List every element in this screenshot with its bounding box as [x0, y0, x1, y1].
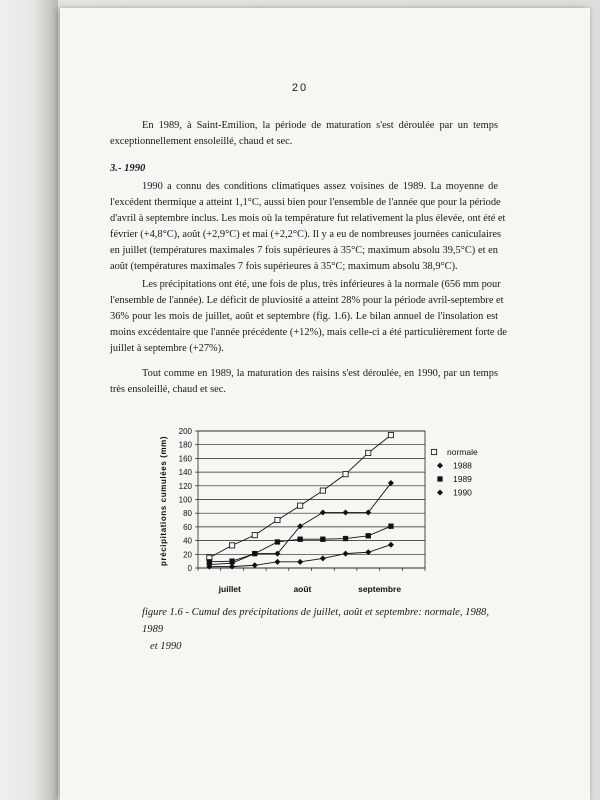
- paragraph-line: exceptionnellement ensoleillé, chaud et sec.: [110, 136, 293, 147]
- data-point-1989: [320, 537, 325, 542]
- data-point-normale: [388, 433, 393, 438]
- data-point-1988: [274, 559, 280, 565]
- caption-line: figure 1.6 - Cumul des précipitations de juillet, août et septembre: normale, 1988, 1989: [142, 607, 489, 635]
- legend-label: 1990: [453, 487, 472, 498]
- caption-line: et 1990: [150, 641, 182, 652]
- legend-marker: [438, 477, 443, 482]
- paragraph-2: [110, 179, 506, 275]
- y-tick-label: 160: [178, 454, 192, 464]
- x-period-label: août: [293, 584, 312, 594]
- paragraph-line: Tout comme en 1989, la maturation des raisins s'est déroulée, en 1990, par un temps: [142, 368, 498, 379]
- legend-marker: [437, 463, 443, 469]
- data-point-1989: [389, 524, 394, 529]
- data-point-1989: [298, 537, 303, 542]
- y-tick-label: 40: [183, 536, 192, 546]
- paragraph-3: [110, 277, 507, 357]
- data-point-1988: [388, 542, 394, 548]
- data-point-1989: [343, 536, 348, 541]
- data-point-1990: [320, 510, 326, 516]
- data-point-1988: [343, 551, 349, 557]
- data-point-1988: [297, 559, 303, 565]
- data-point-normale: [298, 503, 303, 508]
- data-point-1990: [343, 510, 349, 516]
- paragraph-4: [110, 366, 498, 398]
- paragraph-line: juillet à septembre (+27%).: [110, 343, 224, 354]
- paragraph-line: En 1989, à Saint-Emilion, la période de maturation s'est déroulée par un temps: [142, 120, 498, 131]
- x-period-label: septembre: [358, 584, 402, 594]
- y-tick-label: 140: [178, 468, 192, 478]
- paragraph-line: d'avril à septembre inclus. Les mois où la température fut relativement la plus élevée, ont été et: [110, 213, 506, 224]
- y-tick-label: 80: [183, 509, 192, 519]
- paragraph-1: [110, 118, 498, 150]
- y-tick-label: 180: [178, 440, 192, 450]
- section-heading: 3.- 1990: [110, 163, 146, 174]
- data-point-1988: [320, 555, 326, 561]
- data-point-1989: [275, 540, 280, 545]
- y-tick-label: 60: [183, 522, 192, 532]
- y-axis-label: précipitations cumulées (mm): [159, 435, 168, 566]
- data-point-normale: [252, 533, 257, 538]
- paragraph-line: Les précipitations ont été, une fois de plus, très inférieures à la normale (656 mm pour: [142, 279, 501, 290]
- legend-label: normale: [447, 447, 478, 457]
- paragraph-line: moins excédentaire que l'année précédente (+12%), mais celle-ci a été particulièrement forte de: [110, 327, 507, 338]
- y-tick-label: 20: [183, 550, 192, 560]
- data-point-1988: [252, 562, 258, 568]
- page-number: 20: [291, 82, 309, 94]
- figure-caption: [142, 604, 502, 655]
- legend-marker: [437, 490, 443, 496]
- data-point-normale: [275, 517, 280, 522]
- paragraph-line: août (températures maximales 7 fois supérieures à 35°C; maximum absolu 38,9°C).: [110, 261, 458, 272]
- data-point-1989: [366, 533, 371, 538]
- paragraph-line: février (+4,8°C), août (+2,9°C) et mai (+2,2°C). Il y a eu de nombreuses journées caniculaires: [110, 229, 501, 240]
- series-line-1989: [209, 526, 391, 562]
- y-tick-label: 100: [178, 495, 192, 505]
- y-tick-label: 0: [187, 564, 192, 573]
- data-point-normale: [366, 450, 371, 455]
- y-tick-label: 120: [178, 481, 192, 491]
- x-period-label: juillet: [218, 584, 241, 594]
- chart-svg: [150, 420, 500, 605]
- data-point-normale: [229, 543, 234, 548]
- paragraph-line: l'ensemble de l'année). Le déficit de pluviosité a atteint 28% pour la période avril-septembre et: [110, 295, 504, 306]
- data-point-normale: [343, 472, 348, 477]
- paragraph-line: très ensoleillé, chaud et sec.: [110, 384, 226, 395]
- paragraph-line: 36% pour les mois de juillet, août et septembre (fig. 1.6). Le bilan annuel de l'insolation est: [110, 311, 498, 322]
- facing-page-edge: [0, 0, 58, 800]
- paragraph-line: l'excédent thermique a atteint 1,1°C, aussi bien pour l'ensemble de l'année que pour la période: [110, 197, 501, 208]
- legend-label: 1989: [453, 474, 472, 484]
- legend-label: 1988: [453, 460, 472, 471]
- y-tick-label: 200: [178, 427, 192, 436]
- data-point-normale: [320, 488, 325, 493]
- paragraph-line: 1990 a connu des conditions climatiques assez voisines de 1989. La moyenne de: [142, 181, 498, 192]
- precipitation-chart: [150, 420, 500, 605]
- paragraph-line: en juillet (températures maximales 7 fois supérieures à 35°C; maximum absolu 39,5°C) et en: [110, 245, 498, 256]
- legend-marker: [431, 449, 436, 454]
